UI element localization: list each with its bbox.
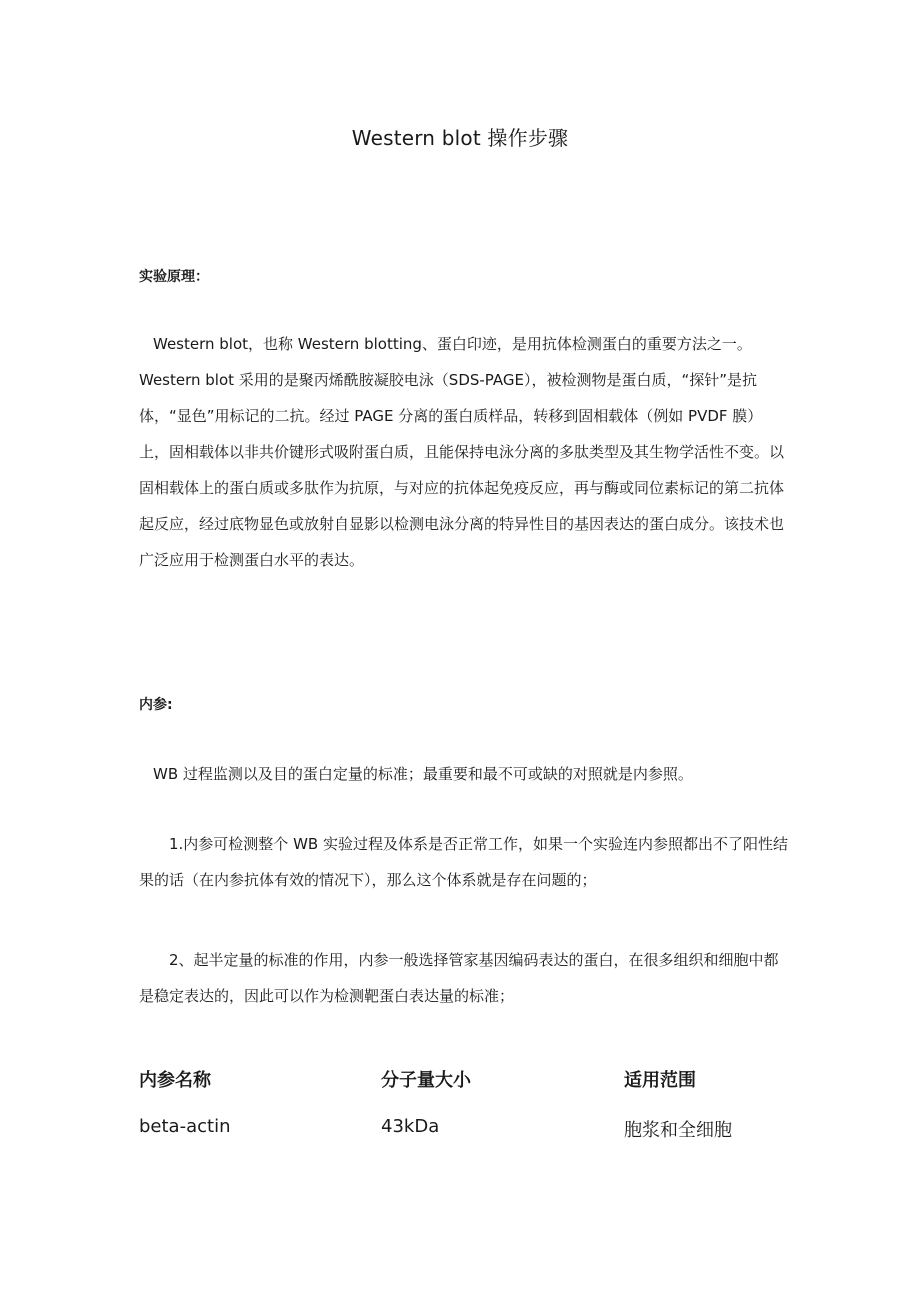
table-header-molecular-weight: 分子量大小 [381, 1070, 471, 1091]
section-heading-principle: 实验原理： [139, 269, 209, 285]
section-heading-internal-reference: 内参: [139, 697, 173, 713]
table-header-row [139, 1066, 789, 1096]
table-cell-molecular-weight: 43kDa [381, 1116, 440, 1137]
table-cell-name: beta-actin [139, 1116, 231, 1137]
table-cell-scope: 胞浆和全细胞 [624, 1120, 732, 1141]
document-title: Western blot 操作步骤 [351, 126, 569, 150]
internal-reference-point-2: 2、起半定量的标准的作用，内参一般选择管家基因编码表达的蛋白，在很多组织和细胞中都是稳定表达的，因此可以作为检测靶蛋白表达量的标准； [139, 951, 779, 1005]
table-header-scope: 适用范围 [624, 1070, 696, 1091]
internal-reference-intro: WB 过程监测以及目的蛋白定量的标准；最重要和最不可或缺的对照就是内参照。 [153, 765, 693, 783]
internal-reference-point-1: 1.内参可检测整个 WB 实验过程及体系是否正常工作，如果一个实验连内参照都出不了阳性结果的话（在内参抗体有效的情况下），那么这个体系就是存在问题的； [139, 835, 788, 889]
table-header-name: 内参名称 [139, 1070, 211, 1091]
principle-paragraph: Western blot，也称 Western blotting、蛋白印迹，是用抗体检测蛋白的重要方法之一。Western blot 采用的是聚丙烯酰胺凝胶电泳（SDS-PAGE），被检测物是蛋白质，“探针”是抗体，“显色”用标记的二抗。经过 PAGE 分离的蛋白质样品，转移到固相载体（例如 PVDF 膜）上，固相载体以非共价键形式吸附蛋白质，且能保持电泳分离的多肽类型及其生物学活性不变。以固相载体上的蛋白质或多肽作为抗原，与对应的抗体起免疫反应，再与酶或同位素标记的第二抗体起反应，经过底物显色或放射自显影以检测电泳分离的特异性目的基因表达的蛋白成分。该技术也广泛应用于检测蛋白水平的表达。 [139, 335, 785, 569]
table-row [139, 1116, 789, 1146]
